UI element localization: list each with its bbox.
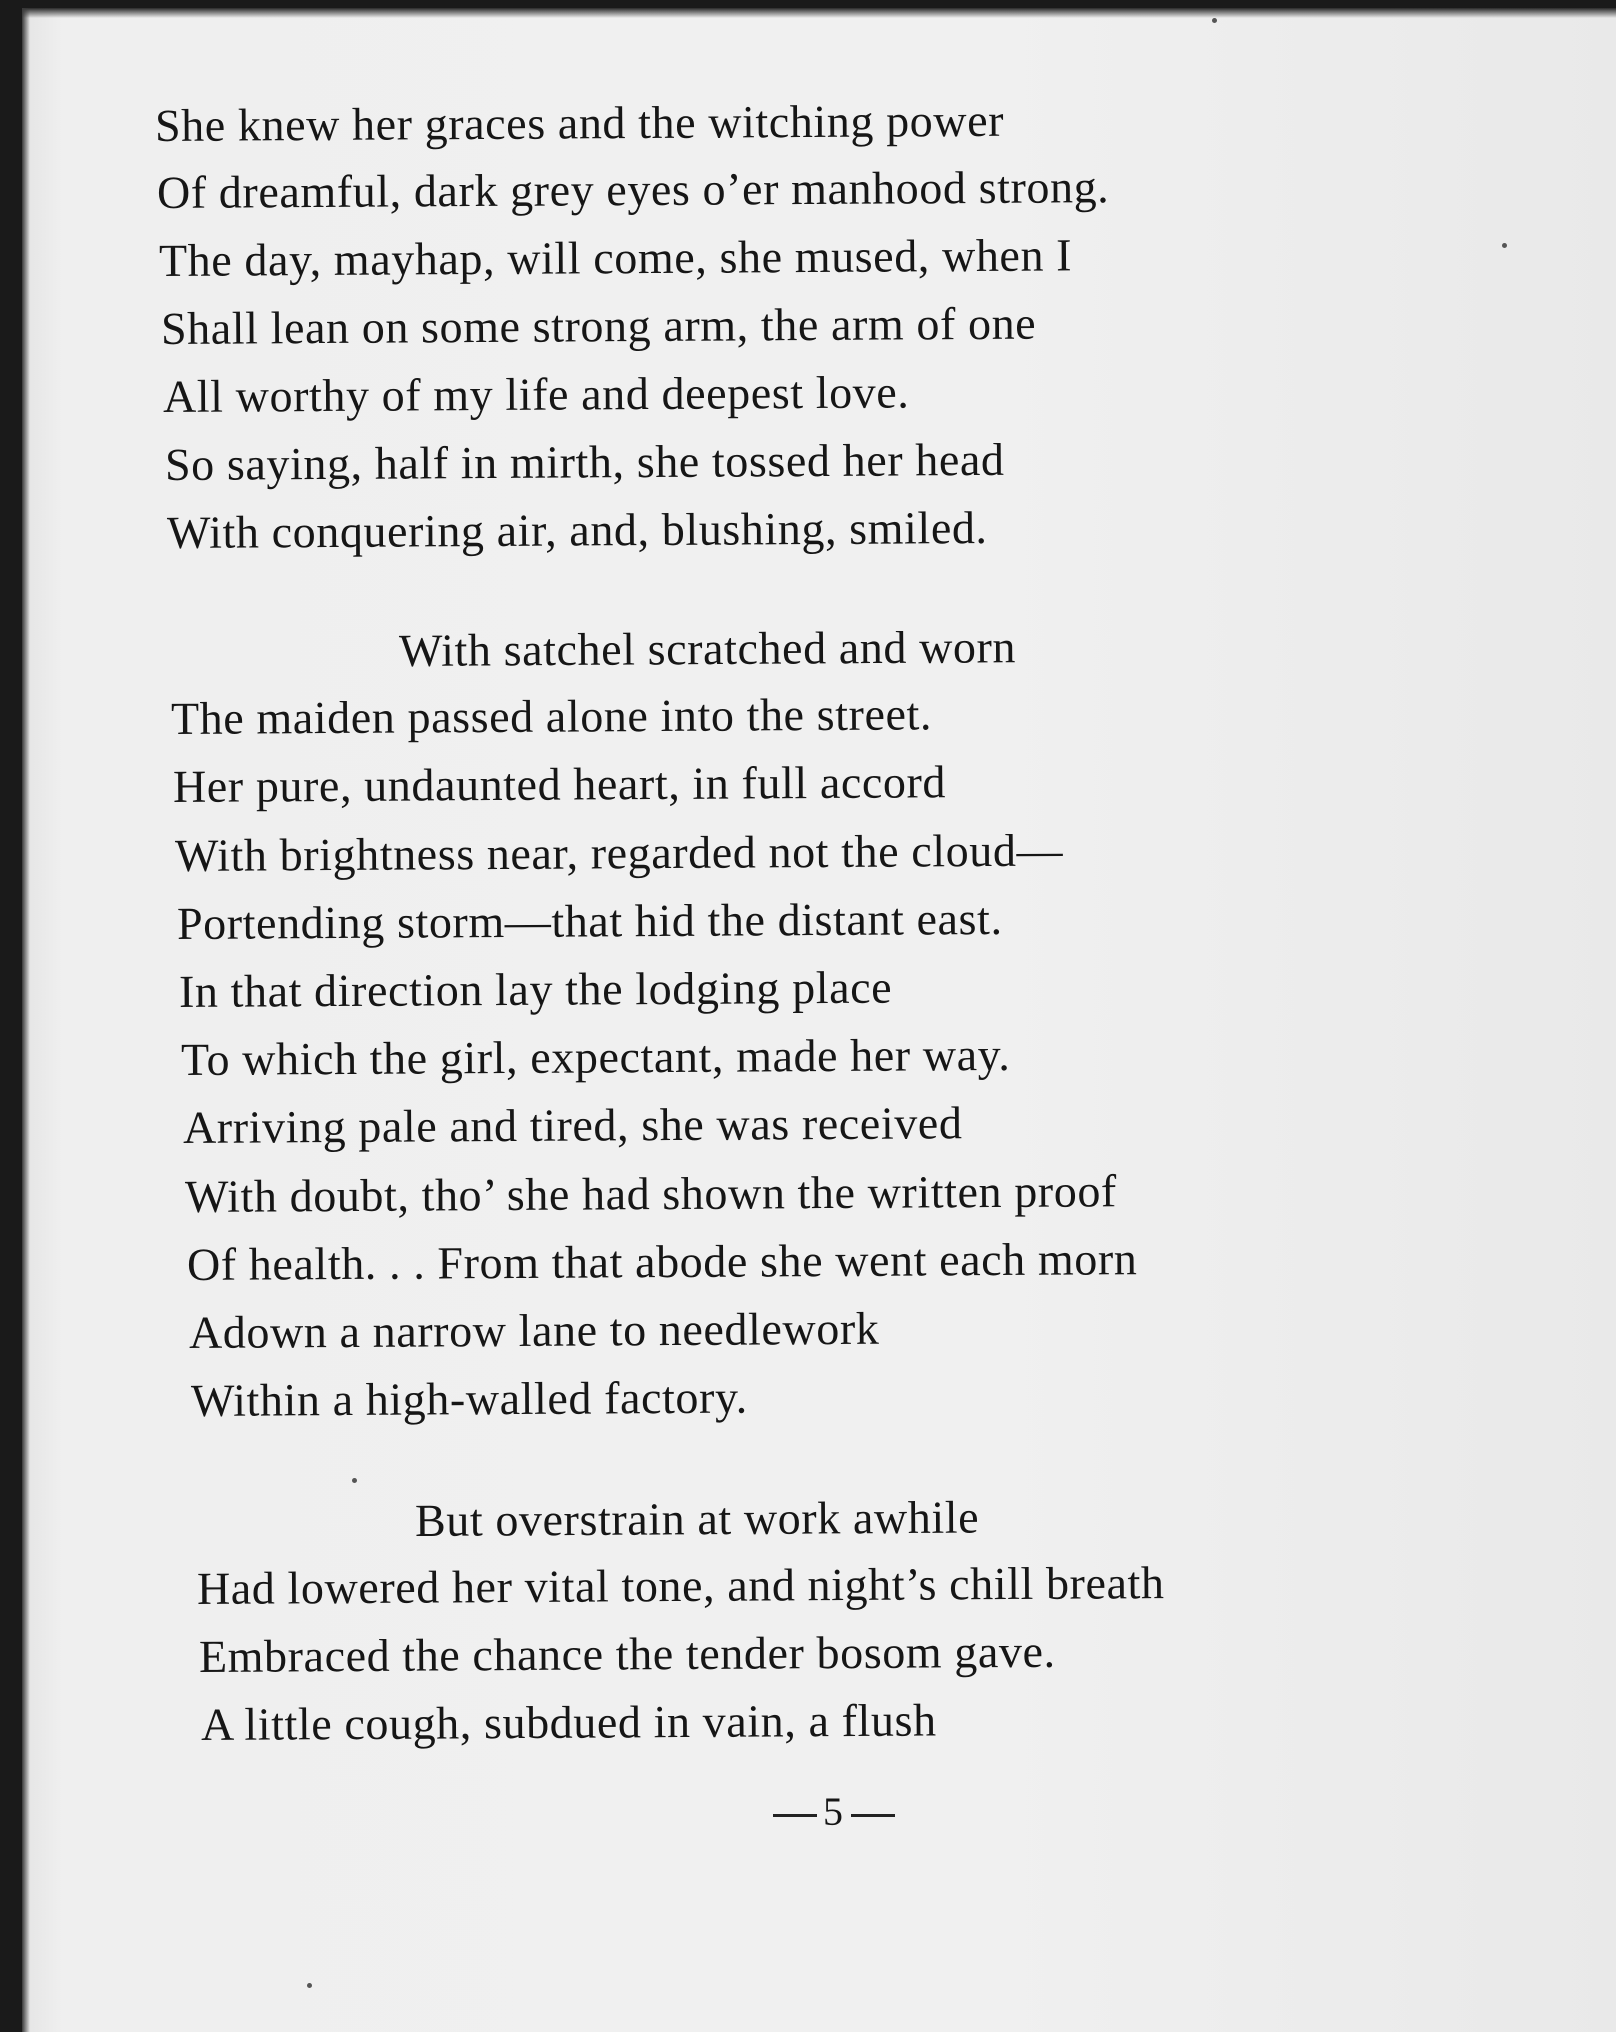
page-speck <box>352 1478 357 1483</box>
poem-line: The day, mayhap, will come, she mused, when I <box>158 229 1073 286</box>
poem-line: With brightness near, regarded not the cloud— <box>174 824 1064 881</box>
poem-line: She knew her graces and the witching power <box>154 94 1005 151</box>
poem-line: The maiden passed alone into the street. <box>170 688 933 744</box>
poem-line: Had lowered her vital tone, and night’s chill breath <box>196 1557 1165 1614</box>
page-top-shadow <box>22 8 1616 18</box>
page-number-value: 5 <box>823 1789 845 1834</box>
poem-line: With conquering air, and, blushing, smiled. <box>166 501 988 558</box>
poem-line: Embraced the chance the tender bosom gave. <box>198 1625 1056 1682</box>
page-speck <box>1212 18 1217 23</box>
page-number-dash-right <box>851 1814 895 1817</box>
page-speck <box>1502 243 1507 248</box>
page-number <box>767 1788 901 1835</box>
page-binding-edge <box>22 8 30 2032</box>
poem-line: Adown a narrow lane to needlework <box>188 1302 880 1358</box>
poem-line: With doubt, tho’ she had shown the written proof <box>184 1165 1118 1222</box>
poem-line: Arriving pale and tired, she was received <box>182 1097 963 1153</box>
poem-line: Shall lean on some strong arm, the arm of one <box>160 297 1037 354</box>
poem-line: Her pure, undaunted heart, in full accord <box>172 756 947 812</box>
poem-line: All worthy of my life and deepest love. <box>162 366 910 422</box>
poem-line: Portending storm—that hid the distant east. <box>176 892 1003 949</box>
poem-line: Within a high-walled factory. <box>190 1371 748 1426</box>
poem-line: Of dreamful, dark grey eyes o’er manhood strong. <box>156 161 1110 218</box>
book-page <box>22 8 1616 2032</box>
poem-line: But overstrain at work awhile <box>414 1491 980 1546</box>
page-number-dash-left <box>773 1814 817 1817</box>
poem-line: To which the girl, expectant, made her way. <box>180 1028 1011 1085</box>
poem-line: In that direction lay the lodging place <box>178 961 893 1017</box>
page-speck <box>307 1983 312 1988</box>
poem-line: Of health. . . From that abode she went each morn <box>186 1233 1138 1290</box>
poem-line: A little cough, subdued in vain, a flush <box>200 1694 937 1750</box>
poem-line: So saying, half in mirth, she tossed her head <box>164 433 1005 490</box>
poem-line: With satchel scratched and worn <box>398 621 1017 676</box>
